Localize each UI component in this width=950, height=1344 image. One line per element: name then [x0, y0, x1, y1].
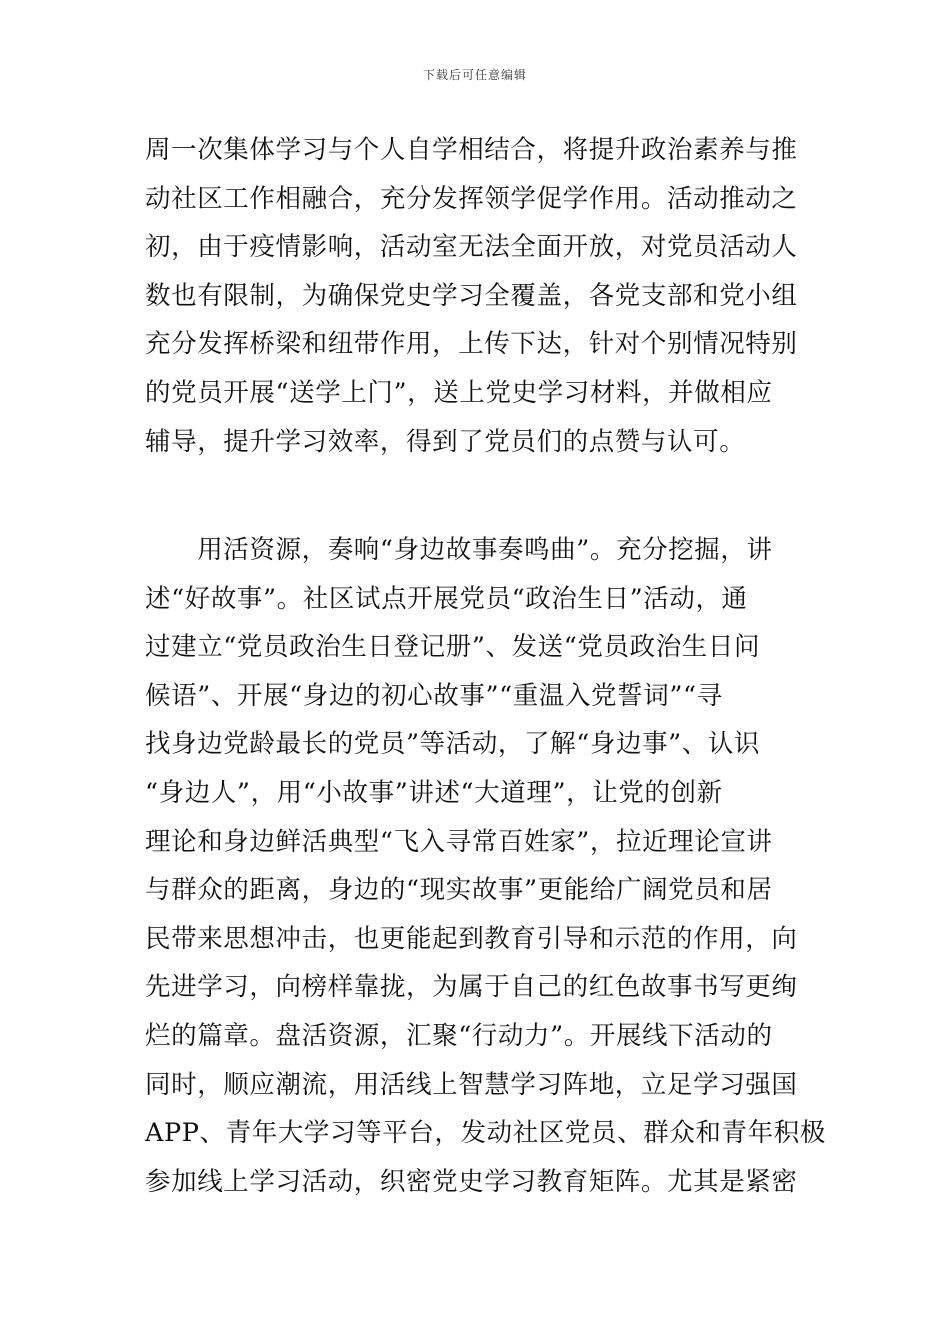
text-line: 参加线上学习活动，织密党史学习教育矩阵。尤其是紧密 — [145, 1166, 798, 1197]
text-line: 周一次集体学习与个人自学相结合，将提升政治素养与推 — [145, 135, 798, 165]
text-line: 与群众的距离，身边的“现实故事”更能给广阔党员和居 — [145, 875, 773, 906]
text-line: 的党员开展“送学上门”，送上党史学习材料，并做相应 — [145, 377, 773, 408]
paragraph-2 — [145, 526, 826, 1206]
text-line: 初，由于疫情影响，活动室无法全面开放，对党员活动人 — [145, 232, 798, 263]
text-line: “身边人”，用“小故事”讲述“大道理”，让党的创新 — [145, 777, 723, 808]
text-line: 候语”、开展“身边的初心故事”“重温入党誓词”“寻 — [145, 680, 723, 711]
text-line: 用活资源，奏响“身边故事奏鸣曲”。充分挖掘，讲 — [145, 535, 773, 565]
text-line: 烂的篇章。盘活资源，汇聚“行动力”。开展线下活动的 — [145, 1020, 773, 1051]
page-header-note: 下载后可任意编辑 — [422, 68, 527, 82]
text-line: 先进学习，向榜样靠拢，为属于自己的红色故事书写更绚 — [145, 972, 798, 1003]
text-line: 动社区工作相融合，充分发挥领学促学作用。活动推动之 — [145, 183, 798, 214]
text-line: 同时，顺应潮流，用活线上智慧学习阵地，立足学习强国 — [145, 1069, 798, 1100]
text-line: 找身边党龄最长的党员”等活动，了解“身边事”、认识 — [145, 729, 761, 760]
text-line: 过建立“党员政治生日登记册”、发送“党员政治生日问 — [145, 632, 761, 663]
text-line: APP、青年大学习等平台，发动社区党员、群众和青年积极 — [145, 1118, 826, 1149]
text-line: 数也有限制，为确保党史学习全覆盖，各党支部和党小组 — [145, 280, 798, 311]
text-line: 辅导，提升学习效率，得到了党员们的点赞与认可。 — [145, 426, 746, 457]
text-line: 述“好故事”。社区试点开展党员“政治生日”活动，通 — [145, 583, 748, 614]
text-line: 理论和身边鲜活典型“飞入寻常百姓家”，拉近理论宣讲 — [145, 826, 773, 857]
text-line: 充分发挥桥梁和纽带作用，上传下达，针对个别情况特别 — [145, 329, 798, 360]
paragraph-1 — [145, 126, 810, 466]
text-line: 民带来思想冲击，也更能起到教育引导和示范的作用，向 — [145, 923, 798, 954]
